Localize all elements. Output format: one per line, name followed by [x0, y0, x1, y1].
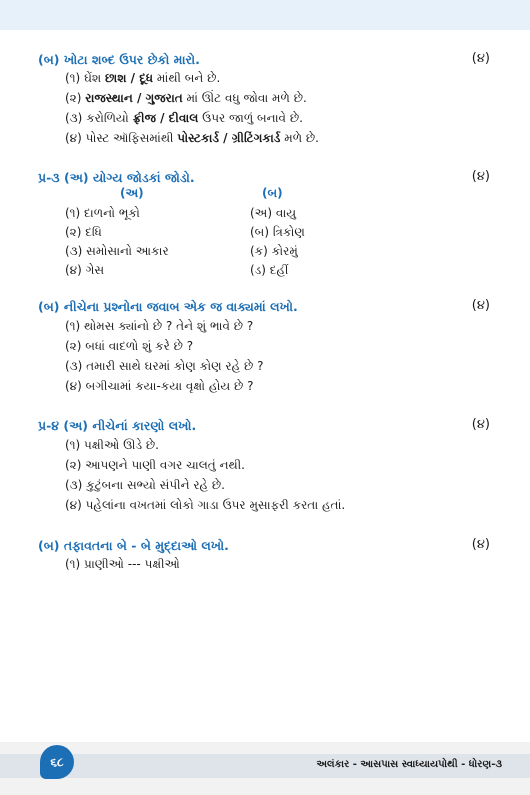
- column-a-item: (૩) સમોસાનો આકાર: [65, 244, 169, 258]
- list-item: [65, 111, 303, 126]
- list-item: (૪) પહેલાંના વખતમાં લોકો ગાડા ઉપર મુસાફરી કરતા હતાં.: [65, 498, 346, 512]
- section-heading: (બ) તફાવતના બે - બે મુદ્દાઓ લખો.: [38, 538, 229, 553]
- column-b-item: (ડ) દહીં: [250, 263, 289, 277]
- item-bold-choice: રાજસ્થાન / ગુજરાત: [85, 91, 183, 105]
- section-marks: (૪): [471, 298, 490, 313]
- list-item: (૧) થોમસ ક્યાંનો છે ? તેને શું ભાવે છે ?: [65, 319, 254, 333]
- top-band: [0, 0, 530, 30]
- list-item: (૪) બગીચામાં કયા-કયા વૃક્ષો હોય છે ?: [65, 379, 254, 393]
- section-marks: (૪): [471, 169, 490, 184]
- list-item: [65, 91, 307, 106]
- item-text: કરોળિયો: [86, 111, 133, 125]
- item-number: (૩): [65, 111, 83, 125]
- column-b-item: (ક) કોરમું: [250, 244, 298, 258]
- column-b-item: (બ) ત્રિકોણ: [250, 225, 305, 239]
- list-item: (૩) કુટુંબના સભ્યો સંપીને રહે છે.: [65, 478, 225, 492]
- footer-book-title: અલંકાર - આસપાસ સ્વાધ્યાયપોથી - ધોરણ-૩: [316, 759, 502, 770]
- column-a-item: (૪) ગેસ: [65, 263, 105, 277]
- item-number: (૪): [65, 131, 82, 145]
- column-a-heading: (અ): [120, 186, 144, 200]
- section-heading: (બ) નીચેના પ્રશ્નોના જવાબ એક જ વાક્યમાં લખો.: [38, 299, 298, 314]
- item-text: પોસ્ટ ઑફિસમાંથી: [85, 131, 178, 145]
- list-item: [65, 131, 319, 146]
- item-number: (૨): [65, 91, 82, 105]
- item-bold-choice: છાશ / દૂધ: [104, 71, 154, 85]
- page-number-badge: ૬૮: [40, 745, 74, 779]
- list-item: (૨) બધાં વાદળો શું કરે છે ?: [65, 339, 194, 353]
- item-text: માં ઊંટ વધુ જોવા મળે છે.: [182, 91, 307, 105]
- column-b-item: (અ) વાયુ: [250, 206, 297, 220]
- item-text: ઉપર જાળું બનાવે છે.: [198, 111, 303, 125]
- list-item: (૧) પક્ષીઓ ઊડે છે.: [65, 438, 159, 452]
- list-item: (૨) આપણને પાણી વગર ચાલતું નથી.: [65, 458, 245, 472]
- list-item: (૩) તમારી સાથે ઘરમાં કોણ કોણ રહે છે ?: [65, 359, 264, 373]
- section-heading: પ્ર-૪ (અ) નીચેનાં કારણો લખો.: [38, 418, 197, 433]
- item-number: (૧): [65, 71, 81, 85]
- section-heading: પ્ર-૩ (અ) યોગ્ય જોડકાં જોડો.: [38, 170, 195, 185]
- section-marks: (૪): [471, 537, 490, 552]
- item-text: ઘેંશ: [84, 71, 105, 85]
- section-heading: (બ) ખોટા શબ્દ ઉપર છેકો મારો.: [38, 52, 200, 67]
- list-item: [65, 71, 220, 86]
- item-text: મળે છે.: [280, 131, 319, 145]
- section-marks: (૪): [471, 417, 490, 432]
- column-a-item: (૧) દાળનો ભૂકો: [65, 206, 140, 220]
- column-a-item: (૨) દધિ: [65, 225, 102, 239]
- item-bold-choice: ફ્રીજ / દીવાલ: [132, 111, 199, 125]
- list-item: (૧) પ્રાણીઓ --- પક્ષીઓ: [65, 557, 180, 571]
- item-text: માંથી બને છે.: [153, 71, 221, 85]
- item-bold-choice: પોસ્ટકાર્ડ / ગ્રીટિંગકાર્ડ: [177, 131, 281, 145]
- column-b-heading: (બ): [262, 186, 283, 200]
- section-marks: (૪): [471, 51, 490, 66]
